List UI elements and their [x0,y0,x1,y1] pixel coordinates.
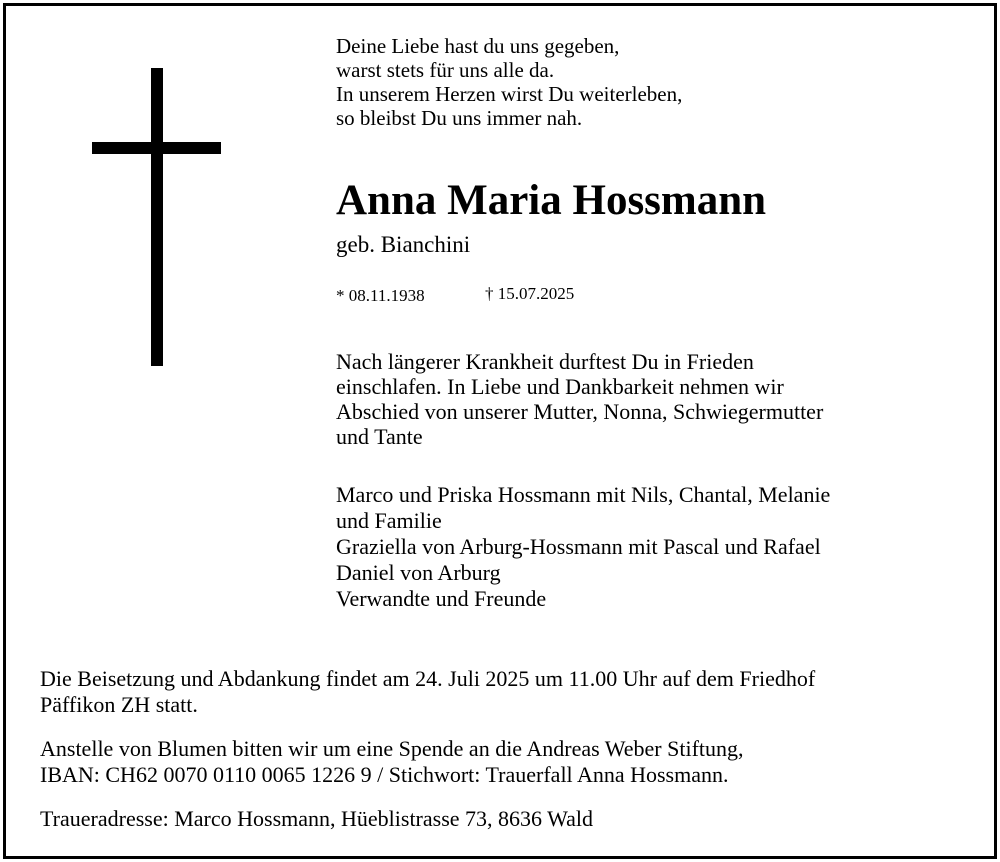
message-line: Abschied von unserer Mutter, Nonna, Schwiegermutter [336,399,824,424]
death-date: † 15.07.2025 [485,284,575,303]
poem-line: warst stets für uns alle da. [336,58,555,82]
address-line: Traueradresse: Marco Hossmann, Hüeblistrasse 73, 8636 Wald [40,806,594,831]
mourner-line: Graziella von Arburg-Hossmann mit Pascal und Rafael [336,534,821,559]
message-line: einschlafen. In Liebe und Dankbarkeit nehmen wir [336,374,784,399]
farewell-message [336,349,823,449]
deceased-name: Anna Maria Hossmann [336,177,767,224]
mourning-address [40,806,593,832]
mourners-list [336,482,830,612]
poem-line: In unserem Herzen wirst Du weiterleben, [336,82,683,106]
memorial-poem [336,34,682,130]
cross-horizontal-bar [92,142,221,154]
message-line: und Tante [336,424,423,449]
birth-date: * 08.11.1938 [336,286,425,305]
donation-line: Anstelle von Blumen bitten wir um eine Spende an die Andreas Weber Stiftung, [40,736,744,761]
donation-info [40,736,744,788]
ceremony-line: Die Beisetzung und Abdankung findet am 24. Juli 2025 um 11.00 Uhr auf dem Friedhof [40,666,816,691]
mourner-line: Daniel von Arburg [336,560,501,585]
cross-vertical-bar [151,68,163,366]
poem-line: so bleibst Du uns immer nah. [336,106,583,130]
mourner-line: Verwandte und Freunde [336,586,547,611]
obituary-frame [3,3,997,859]
mourner-line: Marco und Priska Hossmann mit Nils, Chantal, Melanie [336,482,831,507]
mourner-line: und Familie [336,508,442,533]
message-line: Nach längerer Krankheit durftest Du in Frieden [336,349,754,374]
ceremony-info [40,666,815,718]
poem-line: Deine Liebe hast du uns gegeben, [336,34,620,58]
ceremony-line: Päffikon ZH statt. [40,692,198,717]
maiden-name: geb. Bianchini [336,232,471,257]
iban-line: IBAN: CH62 0070 0110 0065 1226 9 / Stichwort: Trauerfall Anna Hossmann. [40,762,729,787]
